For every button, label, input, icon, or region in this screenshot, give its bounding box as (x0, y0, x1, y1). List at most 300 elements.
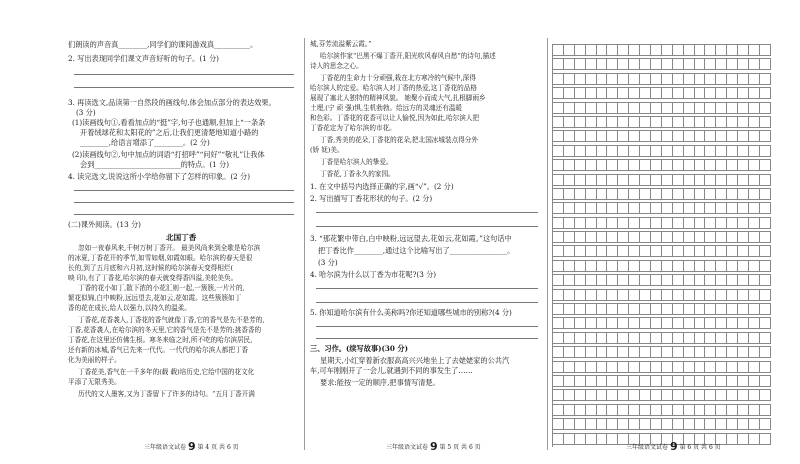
grid-cell[interactable] (553, 189, 564, 200)
grid-cell[interactable] (564, 405, 575, 416)
grid-cell[interactable] (597, 45, 608, 56)
grid-cell[interactable] (586, 218, 597, 229)
grid-cell[interactable] (695, 189, 706, 200)
grid-cell[interactable] (727, 304, 738, 315)
grid-cell[interactable] (695, 290, 706, 301)
grid-cell[interactable] (673, 261, 684, 272)
grid-cell[interactable] (553, 318, 564, 329)
grid-cell[interactable] (597, 146, 608, 157)
grid-cell[interactable] (684, 261, 695, 272)
grid-cell[interactable] (684, 218, 695, 229)
grid-cell[interactable] (684, 59, 695, 70)
grid-cell[interactable] (695, 218, 706, 229)
grid-cell[interactable] (727, 275, 738, 286)
grid-cell[interactable] (695, 362, 706, 373)
grid-cell[interactable] (684, 304, 695, 315)
grid-cell[interactable] (738, 405, 749, 416)
grid-cell[interactable] (597, 59, 608, 70)
grid-cell[interactable] (607, 203, 618, 214)
grid-cell[interactable] (662, 203, 673, 214)
grid-cell[interactable] (564, 88, 575, 99)
grid-cell[interactable] (749, 347, 760, 358)
grid-cell[interactable] (716, 88, 727, 99)
grid-cell[interactable] (738, 160, 749, 171)
grid-cell[interactable] (553, 246, 564, 257)
grid-cell[interactable] (597, 131, 608, 142)
grid-cell[interactable] (597, 203, 608, 214)
grid-cell[interactable] (705, 45, 716, 56)
grid-cell[interactable] (618, 362, 629, 373)
grid-cell[interactable] (597, 376, 608, 387)
grid-cell[interactable] (760, 246, 771, 257)
grid-cell[interactable] (629, 146, 640, 157)
grid-cell[interactable] (749, 131, 760, 142)
grid-cell[interactable] (651, 318, 662, 329)
grid-cell[interactable] (640, 405, 651, 416)
grid-cell[interactable] (738, 146, 749, 157)
grid-cell[interactable] (760, 189, 771, 200)
grid-cell[interactable] (716, 333, 727, 344)
grid-cell[interactable] (760, 347, 771, 358)
grid-cell[interactable] (651, 175, 662, 186)
grid-cell[interactable] (749, 232, 760, 243)
grid-cell[interactable] (705, 117, 716, 128)
grid-cell[interactable] (662, 419, 673, 430)
grid-cell[interactable] (553, 117, 564, 128)
grid-cell[interactable] (662, 45, 673, 56)
grid-cell[interactable] (564, 246, 575, 257)
grid-cell[interactable] (673, 103, 684, 114)
grid-cell[interactable] (673, 333, 684, 344)
grid-cell[interactable] (586, 88, 597, 99)
grid-cell[interactable] (738, 275, 749, 286)
grid-cell[interactable] (586, 131, 597, 142)
grid-cell[interactable] (738, 103, 749, 114)
grid-cell[interactable] (760, 376, 771, 387)
grid-cell[interactable] (640, 88, 651, 99)
grid-cell[interactable] (597, 434, 608, 445)
grid-cell[interactable] (586, 146, 597, 157)
grid-cell[interactable] (662, 304, 673, 315)
grid-cell[interactable] (673, 74, 684, 85)
grid-cell[interactable] (564, 362, 575, 373)
grid-cell[interactable] (705, 88, 716, 99)
grid-cell[interactable] (738, 74, 749, 85)
grid-cell[interactable] (597, 74, 608, 85)
grid-cell[interactable] (618, 275, 629, 286)
grid-cell[interactable] (586, 362, 597, 373)
grid-cell[interactable] (738, 376, 749, 387)
grid-cell[interactable] (695, 347, 706, 358)
grid-cell[interactable] (629, 275, 640, 286)
grid-cell[interactable] (607, 405, 618, 416)
grid-cell[interactable] (629, 246, 640, 257)
grid-cell[interactable] (629, 347, 640, 358)
grid-cell[interactable] (749, 218, 760, 229)
grid-cell[interactable] (673, 160, 684, 171)
grid-cell[interactable] (760, 434, 771, 445)
grid-cell[interactable] (607, 362, 618, 373)
grid-cell[interactable] (760, 59, 771, 70)
grid-cell[interactable] (716, 246, 727, 257)
grid-cell[interactable] (705, 304, 716, 315)
grid-cell[interactable] (662, 290, 673, 301)
grid-cell[interactable] (564, 74, 575, 85)
grid-cell[interactable] (673, 419, 684, 430)
grid-cell[interactable] (651, 189, 662, 200)
grid-cell[interactable] (586, 74, 597, 85)
grid-cell[interactable] (716, 218, 727, 229)
grid-cell[interactable] (618, 390, 629, 401)
grid-cell[interactable] (673, 146, 684, 157)
grid-cell[interactable] (673, 275, 684, 286)
grid-cell[interactable] (705, 103, 716, 114)
grid-cell[interactable] (716, 146, 727, 157)
grid-cell[interactable] (564, 333, 575, 344)
grid-cell[interactable] (575, 275, 586, 286)
grid-cell[interactable] (640, 45, 651, 56)
grid-cell[interactable] (727, 362, 738, 373)
grid-cell[interactable] (575, 74, 586, 85)
grid-cell[interactable] (553, 218, 564, 229)
grid-cell[interactable] (618, 405, 629, 416)
grid-cell[interactable] (640, 304, 651, 315)
grid-cell[interactable] (586, 117, 597, 128)
grid-cell[interactable] (760, 160, 771, 171)
grid-cell[interactable] (760, 74, 771, 85)
grid-cell[interactable] (738, 304, 749, 315)
grid-cell[interactable] (575, 261, 586, 272)
grid-cell[interactable] (553, 160, 564, 171)
grid-cell[interactable] (651, 218, 662, 229)
grid-cell[interactable] (618, 45, 629, 56)
grid-cell[interactable] (575, 189, 586, 200)
grid-cell[interactable] (727, 434, 738, 445)
grid-cell[interactable] (695, 175, 706, 186)
grid-cell[interactable] (618, 347, 629, 358)
grid-cell[interactable] (618, 175, 629, 186)
grid-cell[interactable] (607, 246, 618, 257)
grid-cell[interactable] (684, 146, 695, 157)
grid-cell[interactable] (618, 117, 629, 128)
grid-cell[interactable] (662, 362, 673, 373)
grid-cell[interactable] (553, 290, 564, 301)
grid-cell[interactable] (705, 203, 716, 214)
grid-cell[interactable] (705, 347, 716, 358)
grid-cell[interactable] (640, 347, 651, 358)
grid-cell[interactable] (607, 74, 618, 85)
grid-cell[interactable] (575, 376, 586, 387)
grid-cell[interactable] (651, 419, 662, 430)
grid-cell[interactable] (575, 131, 586, 142)
grid-cell[interactable] (716, 290, 727, 301)
grid-cell[interactable] (684, 74, 695, 85)
grid-cell[interactable] (684, 232, 695, 243)
grid-cell[interactable] (749, 333, 760, 344)
grid-cell[interactable] (673, 203, 684, 214)
grid-cell[interactable] (695, 203, 706, 214)
grid-cell[interactable] (695, 333, 706, 344)
grid-cell[interactable] (727, 203, 738, 214)
grid-cell[interactable] (553, 362, 564, 373)
grid-cell[interactable] (640, 318, 651, 329)
grid-cell[interactable] (553, 131, 564, 142)
grid-cell[interactable] (760, 362, 771, 373)
grid-cell[interactable] (684, 189, 695, 200)
grid-cell[interactable] (749, 203, 760, 214)
grid-cell[interactable] (651, 146, 662, 157)
grid-cell[interactable] (607, 290, 618, 301)
grid-cell[interactable] (684, 45, 695, 56)
grid-cell[interactable] (749, 304, 760, 315)
grid-cell[interactable] (684, 419, 695, 430)
grid-cell[interactable] (673, 390, 684, 401)
grid-cell[interactable] (760, 304, 771, 315)
grid-cell[interactable] (749, 275, 760, 286)
grid-cell[interactable] (564, 45, 575, 56)
grid-cell[interactable] (662, 318, 673, 329)
grid-cell[interactable] (651, 390, 662, 401)
grid-cell[interactable] (640, 160, 651, 171)
grid-cell[interactable] (705, 405, 716, 416)
grid-cell[interactable] (749, 376, 760, 387)
grid-cell[interactable] (662, 131, 673, 142)
grid-cell[interactable] (629, 261, 640, 272)
grid-cell[interactable] (727, 405, 738, 416)
grid-cell[interactable] (553, 347, 564, 358)
grid-cell[interactable] (738, 419, 749, 430)
grid-cell[interactable] (564, 189, 575, 200)
grid-cell[interactable] (684, 376, 695, 387)
grid-cell[interactable] (553, 232, 564, 243)
grid-cell[interactable] (727, 146, 738, 157)
grid-cell[interactable] (738, 45, 749, 56)
grid-cell[interactable] (673, 318, 684, 329)
grid-cell[interactable] (673, 405, 684, 416)
grid-cell[interactable] (618, 160, 629, 171)
grid-cell[interactable] (629, 45, 640, 56)
grid-cell[interactable] (695, 246, 706, 257)
grid-cell[interactable] (640, 246, 651, 257)
grid-cell[interactable] (727, 88, 738, 99)
grid-cell[interactable] (575, 218, 586, 229)
grid-cell[interactable] (684, 175, 695, 186)
grid-cell[interactable] (662, 333, 673, 344)
grid-cell[interactable] (662, 59, 673, 70)
grid-cell[interactable] (738, 175, 749, 186)
grid-cell[interactable] (673, 304, 684, 315)
grid-cell[interactable] (564, 390, 575, 401)
grid-cell[interactable] (673, 362, 684, 373)
grid-cell[interactable] (597, 189, 608, 200)
grid-cell[interactable] (651, 261, 662, 272)
grid-cell[interactable] (575, 390, 586, 401)
grid-cell[interactable] (586, 275, 597, 286)
grid-cell[interactable] (629, 232, 640, 243)
grid-cell[interactable] (597, 405, 608, 416)
grid-cell[interactable] (716, 175, 727, 186)
grid-cell[interactable] (597, 160, 608, 171)
grid-cell[interactable] (684, 117, 695, 128)
grid-cell[interactable] (760, 290, 771, 301)
grid-cell[interactable] (673, 347, 684, 358)
grid-cell[interactable] (597, 347, 608, 358)
grid-cell[interactable] (749, 261, 760, 272)
grid-cell[interactable] (575, 419, 586, 430)
grid-cell[interactable] (749, 189, 760, 200)
grid-cell[interactable] (629, 74, 640, 85)
grid-cell[interactable] (705, 419, 716, 430)
grid-cell[interactable] (564, 261, 575, 272)
grid-cell[interactable] (586, 59, 597, 70)
grid-cell[interactable] (749, 246, 760, 257)
grid-cell[interactable] (586, 103, 597, 114)
grid-cell[interactable] (716, 203, 727, 214)
grid-cell[interactable] (662, 88, 673, 99)
grid-cell[interactable] (662, 347, 673, 358)
grid-cell[interactable] (673, 117, 684, 128)
grid-cell[interactable] (651, 103, 662, 114)
grid-cell[interactable] (716, 189, 727, 200)
grid-cell[interactable] (727, 59, 738, 70)
grid-cell[interactable] (640, 203, 651, 214)
grid-cell[interactable] (597, 261, 608, 272)
grid-cell[interactable] (760, 88, 771, 99)
grid-cell[interactable] (705, 261, 716, 272)
grid-cell[interactable] (760, 405, 771, 416)
grid-cell[interactable] (640, 218, 651, 229)
grid-cell[interactable] (695, 59, 706, 70)
grid-cell[interactable] (607, 275, 618, 286)
grid-cell[interactable] (651, 203, 662, 214)
grid-cell[interactable] (695, 275, 706, 286)
grid-cell[interactable] (586, 333, 597, 344)
grid-cell[interactable] (629, 318, 640, 329)
grid-cell[interactable] (607, 160, 618, 171)
grid-cell[interactable] (564, 131, 575, 142)
grid-cell[interactable] (738, 232, 749, 243)
grid-cell[interactable] (651, 232, 662, 243)
grid-cell[interactable] (564, 318, 575, 329)
grid-cell[interactable] (727, 390, 738, 401)
grid-cell[interactable] (705, 333, 716, 344)
grid-cell[interactable] (684, 160, 695, 171)
grid-cell[interactable] (607, 261, 618, 272)
grid-cell[interactable] (716, 59, 727, 70)
grid-cell[interactable] (651, 290, 662, 301)
grid-cell[interactable] (695, 419, 706, 430)
grid-cell[interactable] (629, 175, 640, 186)
grid-cell[interactable] (597, 117, 608, 128)
grid-cell[interactable] (749, 146, 760, 157)
grid-cell[interactable] (716, 103, 727, 114)
grid-cell[interactable] (695, 304, 706, 315)
grid-cell[interactable] (662, 232, 673, 243)
grid-cell[interactable] (607, 146, 618, 157)
grid-cell[interactable] (564, 218, 575, 229)
grid-cell[interactable] (553, 146, 564, 157)
grid-cell[interactable] (553, 103, 564, 114)
grid-cell[interactable] (651, 59, 662, 70)
grid-cell[interactable] (749, 117, 760, 128)
grid-cell[interactable] (586, 246, 597, 257)
grid-cell[interactable] (640, 146, 651, 157)
grid-cell[interactable] (727, 45, 738, 56)
grid-cell[interactable] (564, 232, 575, 243)
grid-cell[interactable] (575, 405, 586, 416)
grid-cell[interactable] (727, 218, 738, 229)
grid-cell[interactable] (640, 59, 651, 70)
grid-cell[interactable] (727, 333, 738, 344)
grid-cell[interactable] (749, 419, 760, 430)
grid-cell[interactable] (662, 175, 673, 186)
grid-cell[interactable] (586, 376, 597, 387)
grid-cell[interactable] (575, 246, 586, 257)
grid-cell[interactable] (662, 390, 673, 401)
grid-cell[interactable] (749, 290, 760, 301)
grid-cell[interactable] (684, 103, 695, 114)
grid-cell[interactable] (716, 304, 727, 315)
grid-cell[interactable] (629, 117, 640, 128)
grid-cell[interactable] (618, 333, 629, 344)
grid-cell[interactable] (749, 405, 760, 416)
grid-cell[interactable] (695, 232, 706, 243)
grid-cell[interactable] (716, 390, 727, 401)
grid-cell[interactable] (607, 232, 618, 243)
grid-cell[interactable] (673, 189, 684, 200)
grid-cell[interactable] (640, 131, 651, 142)
grid-cell[interactable] (575, 232, 586, 243)
grid-cell[interactable] (760, 146, 771, 157)
grid-cell[interactable] (607, 419, 618, 430)
grid-cell[interactable] (564, 376, 575, 387)
grid-cell[interactable] (564, 117, 575, 128)
grid-cell[interactable] (695, 117, 706, 128)
grid-cell[interactable] (651, 45, 662, 56)
grid-cell[interactable] (673, 45, 684, 56)
grid-cell[interactable] (575, 290, 586, 301)
grid-cell[interactable] (760, 117, 771, 128)
grid-cell[interactable] (727, 117, 738, 128)
grid-cell[interactable] (673, 246, 684, 257)
grid-cell[interactable] (564, 146, 575, 157)
grid-cell[interactable] (618, 59, 629, 70)
grid-cell[interactable] (705, 318, 716, 329)
grid-cell[interactable] (607, 175, 618, 186)
grid-cell[interactable] (673, 376, 684, 387)
grid-cell[interactable] (575, 88, 586, 99)
grid-cell[interactable] (607, 59, 618, 70)
grid-cell[interactable] (716, 318, 727, 329)
grid-cell[interactable] (727, 74, 738, 85)
grid-cell[interactable] (760, 390, 771, 401)
grid-cell[interactable] (673, 59, 684, 70)
grid-cell[interactable] (705, 232, 716, 243)
grid-cell[interactable] (629, 103, 640, 114)
grid-cell[interactable] (760, 103, 771, 114)
grid-cell[interactable] (575, 103, 586, 114)
grid-cell[interactable] (618, 261, 629, 272)
grid-cell[interactable] (738, 189, 749, 200)
grid-cell[interactable] (597, 290, 608, 301)
grid-cell[interactable] (618, 290, 629, 301)
grid-cell[interactable] (575, 347, 586, 358)
grid-cell[interactable] (564, 290, 575, 301)
grid-cell[interactable] (586, 318, 597, 329)
grid-cell[interactable] (575, 160, 586, 171)
grid-cell[interactable] (640, 390, 651, 401)
grid-cell[interactable] (651, 74, 662, 85)
